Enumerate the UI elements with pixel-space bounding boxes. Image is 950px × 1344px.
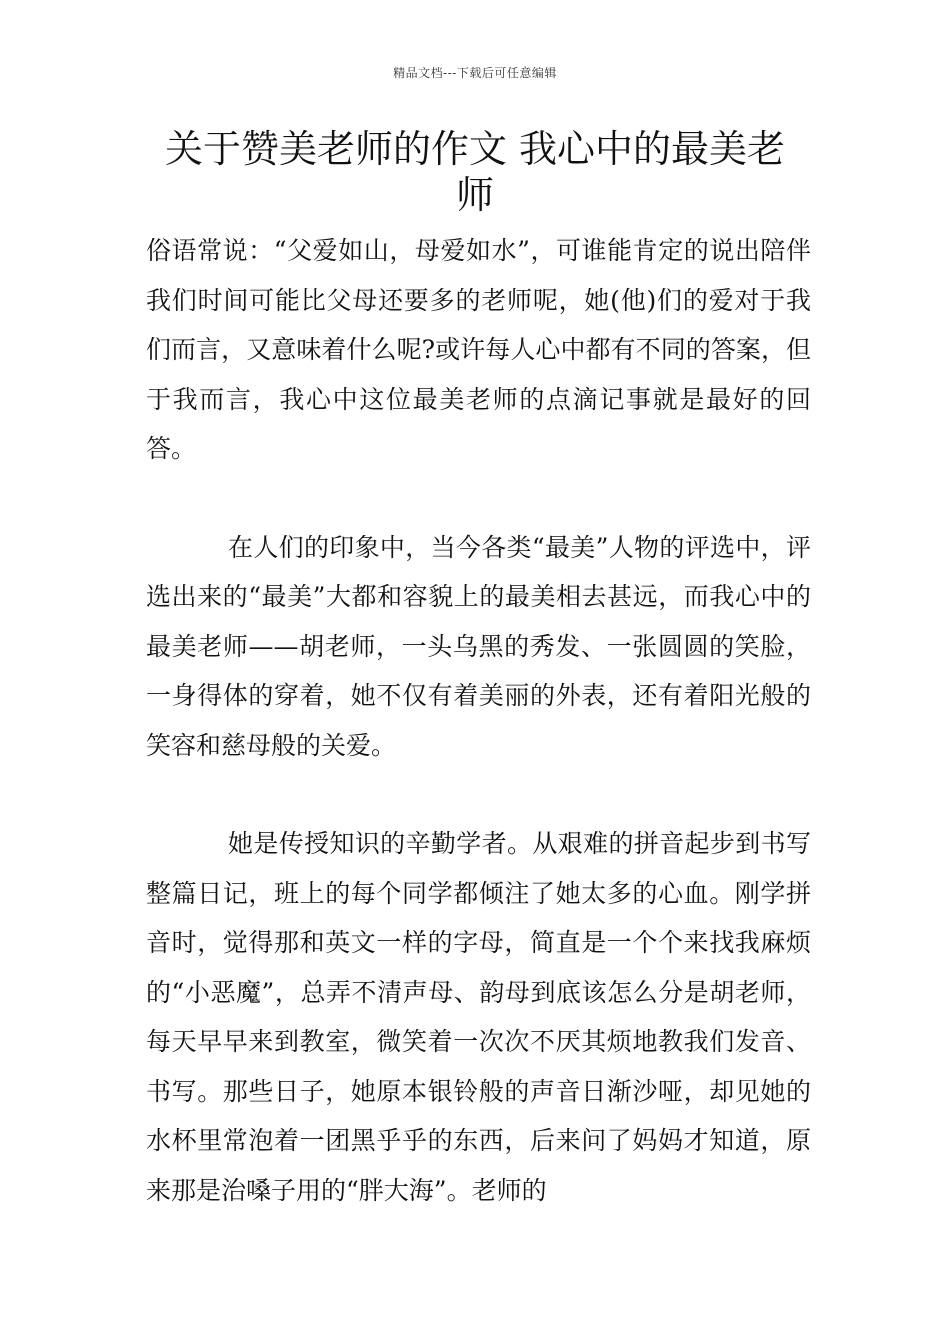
document-body	[146, 226, 811, 1264]
paragraph-3: 她是传授知识的辛勤学者。从艰难的拼音起步到书写整篇日记，班上的每个同学都倾注了她太多的心血。刚学拼音时，觉得那和英文一样的字母，简直是一个个来找我麻烦的“小恶魔”，总弄不清声母、韵母到底该怎么分是胡老师，每天早早来到教室，微笑着一次次不厌其烦地教我们发音、书写。那些日子，她原本银铃般的声音日渐沙哑，却见她的水杯里常泡着一团黑乎乎的东西，后来问了妈妈才知道，原来那是治嗓子用的“胖大海”。老师的	[146, 829, 811, 1205]
paragraph-1: 俗语常说：“父爱如山，母爱如水”，可谁能肯定的说出陪伴我们时间可能比父母还要多的老师呢，她(他)们的爱对于我们而言，又意味着什么呢?或许每人心中都有不同的答案，但于我而言，我心中这位最美老师的点滴记事就是最好的回答。	[146, 236, 811, 463]
document-title: 关于赞美老师的作文 我心中的最美老师	[164, 127, 786, 217]
header-note: 精品文档---下载后可任意编辑	[393, 66, 557, 80]
paragraph-2: 在人们的印象中，当今各类“最美”人物的评选中，评选出来的“最美”大都和容貌上的最美相去甚远，而我心中的最美老师——胡老师，一头乌黑的秀发、一张圆圆的笑脸，一身得体的穿着，她不仅有着美丽的外表，还有着阳光般的笑容和慈母般的关爱。	[146, 532, 811, 760]
